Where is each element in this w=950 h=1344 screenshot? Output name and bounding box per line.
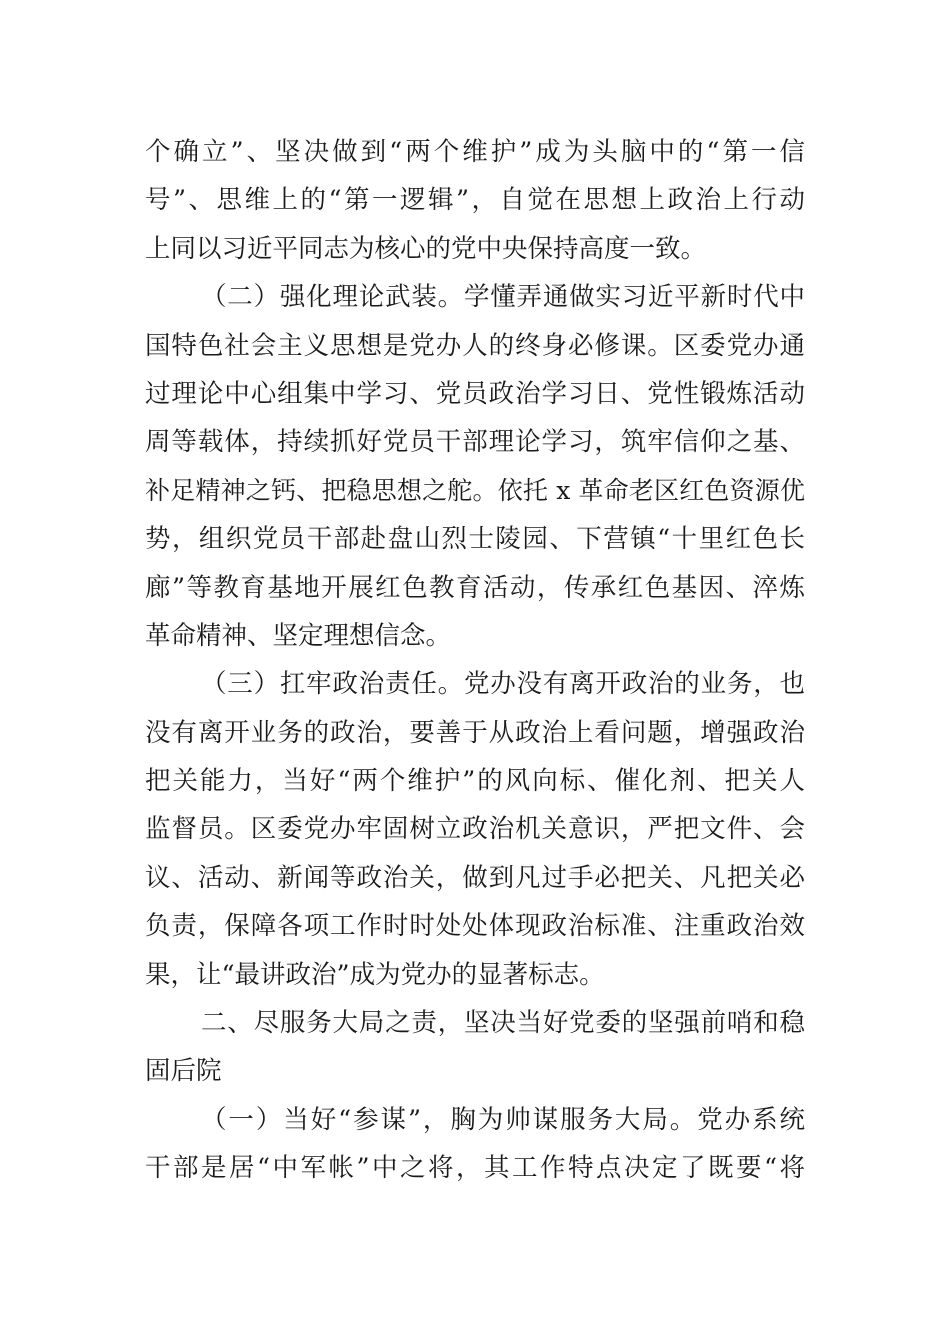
text-line: 国特色社会主义思想是党办人的终身必修课。区委党办通: [145, 330, 805, 361]
text-line: 监督员。区委党办牢固树立政治机关意识，严把文件、会: [145, 814, 805, 845]
text-line: （二）强化理论武装。学懂弄通做实习近平新时代中: [201, 282, 805, 313]
paragraph: [145, 660, 805, 999]
text-line: 补足精神之钙、把稳思想之舵。依托 x 革命老区红色资源优: [145, 475, 805, 505]
text-line: 固后院: [145, 1056, 222, 1087]
text-line: 个确立”、坚决做到“两个维护”成为头脑中的“第一信: [145, 137, 805, 167]
text-line: 把关能力，当好“两个维护”的风向标、催化剂、把关人: [145, 766, 805, 797]
paragraph: [145, 273, 805, 660]
text-line: 果，让“最讲政治”成为党办的显著标志。: [145, 959, 605, 990]
text-line: 周等载体，持续抓好党员干部理论学习，筑牢信仰之基、: [145, 427, 805, 458]
paragraph: [145, 1096, 805, 1193]
text-line: 议、活动、新闻等政治关，做到凡过手必把关、凡把关必: [145, 862, 805, 893]
text-line: 过理论中心组集中学习、党员政治学习日、党性锻炼活动: [145, 378, 805, 409]
text-line: 上同以习近平同志为核心的党中央保持高度一致。: [145, 233, 707, 264]
text-line: 号”、思维上的“第一逻辑”，自觉在思想上政治上行动: [145, 185, 805, 216]
section-heading: [145, 999, 805, 1096]
text-line: 廊”等教育基地开展红色教育活动，传承红色基因、淬炼: [145, 572, 805, 603]
text-line: 负责，保障各项工作时时处处体现政治标准、注重政治效: [145, 911, 805, 942]
text-line: （一）当好“参谋”，胸为帅谋服务大局。党办系统: [201, 1104, 805, 1135]
text-line: 没有离开业务的政治，要善于从政治上看问题，增强政治: [145, 717, 805, 748]
document-body: [145, 128, 805, 1193]
text-line: 势，组织党员干部赴盘山烈士陵园、下营镇“十里红色长: [145, 524, 805, 555]
text-line: 革命精神、坚定理想信念。: [145, 620, 452, 651]
text-line: 二、尽服务大局之责，坚决当好党委的坚强前哨和稳: [201, 1008, 805, 1039]
paragraph: [145, 128, 805, 273]
text-line: 干部是居“中军帐”中之将，其工作特点决定了既要“将: [145, 1153, 805, 1184]
text-line: （三）扛牢政治责任。党办没有离开政治的业务，也: [201, 669, 805, 700]
